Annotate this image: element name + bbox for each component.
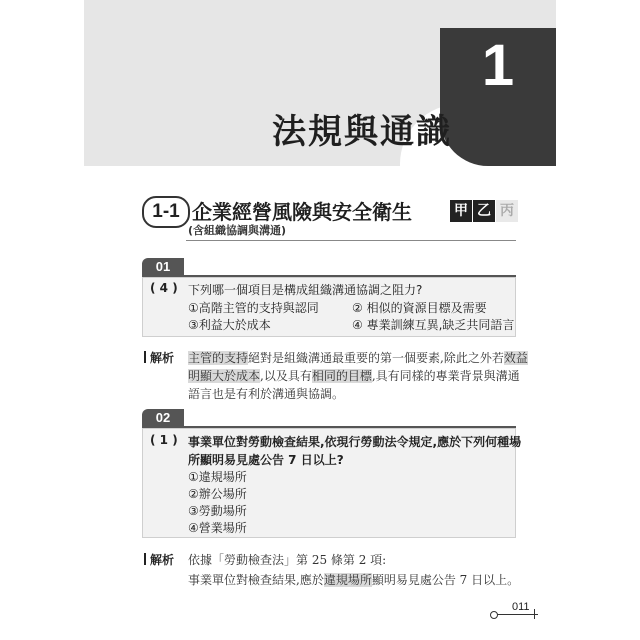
analysis-text: ,以及具有 <box>260 369 312 383</box>
question-number-label: 02 <box>142 409 184 427</box>
analysis-text: 絕對是組織溝通最重要的第一個要素,除此之外若 <box>248 351 504 365</box>
analysis-label <box>144 349 174 366</box>
page-number-rule <box>496 614 538 615</box>
page-number-tick <box>534 609 535 619</box>
question-number-label: 01 <box>142 258 184 276</box>
analysis-label-text: 解析 <box>150 351 175 365</box>
analysis-line <box>188 349 528 366</box>
analysis-line <box>188 367 520 384</box>
analysis-highlight: 明顯大於成本 <box>188 369 261 383</box>
section-number: 1-1 <box>142 196 190 228</box>
grade-badge-yi: 乙 <box>473 200 495 222</box>
section-subtitle: (含組織協調與溝通) <box>188 224 287 237</box>
analysis-highlight: 主管的支持 <box>188 351 249 365</box>
question-option: ② 相似的資源目標及需要 <box>352 301 487 315</box>
chapter-number-block <box>440 28 556 166</box>
grade-badge-bing: 丙 <box>496 200 518 222</box>
analysis-line: 語言也是有利於溝通與協調。 <box>188 387 345 401</box>
analysis-line: 依據「勞動檢查法」第 25 條第 2 項: <box>188 553 387 567</box>
analysis-text: ,具有同樣的專業背景與溝通 <box>371 369 520 383</box>
question-stem: 下列哪一個項目是構成組織溝通協調之阻力? <box>188 283 423 297</box>
chapter-title: 法規與通識 <box>272 112 452 152</box>
analysis-marker <box>144 553 146 565</box>
grade-badge-jia: 甲 <box>450 200 472 222</box>
analysis-label-text: 解析 <box>150 553 175 567</box>
chapter-number: 1 <box>481 33 515 98</box>
question-stem: 事業單位對勞動檢查結果,依現行勞動法令規定,應於下列何種場 <box>188 435 522 449</box>
analysis-highlight: 違規場所 <box>323 573 372 587</box>
analysis-text: 事業單位對檢查結果,應於 <box>188 573 324 587</box>
question-option: ③勞動場所 <box>188 504 247 518</box>
question-option: ③利益大於成本 <box>188 318 271 332</box>
page-number: 011 <box>512 601 530 613</box>
question-option: ①違規場所 <box>188 470 247 484</box>
analysis-line <box>188 571 519 588</box>
section-divider <box>186 240 516 241</box>
analysis-label <box>144 551 174 568</box>
question-option: ④ 專業訓練互異,缺乏共同語言 <box>352 318 515 332</box>
analysis-highlight: 效益 <box>503 351 528 365</box>
page-number-dot <box>490 611 498 619</box>
question-answer: ( 4 ) <box>150 281 178 295</box>
question-answer: ( 1 ) <box>150 433 178 447</box>
analysis-text: 顯明易見處公告 7 日以上。 <box>371 573 520 587</box>
analysis-marker <box>144 351 146 363</box>
question-option: ②辦公場所 <box>188 487 247 501</box>
chapter-number-tab <box>440 28 556 166</box>
section-title: 企業經營風險與安全衛生 <box>192 200 412 224</box>
question-option: ④營業場所 <box>188 521 247 535</box>
question-stem: 所顯明易見處公告 7 日以上? <box>188 453 344 467</box>
question-option: ①高階主管的支持與認同 <box>188 301 319 315</box>
analysis-highlight: 相同的目標 <box>311 369 372 383</box>
